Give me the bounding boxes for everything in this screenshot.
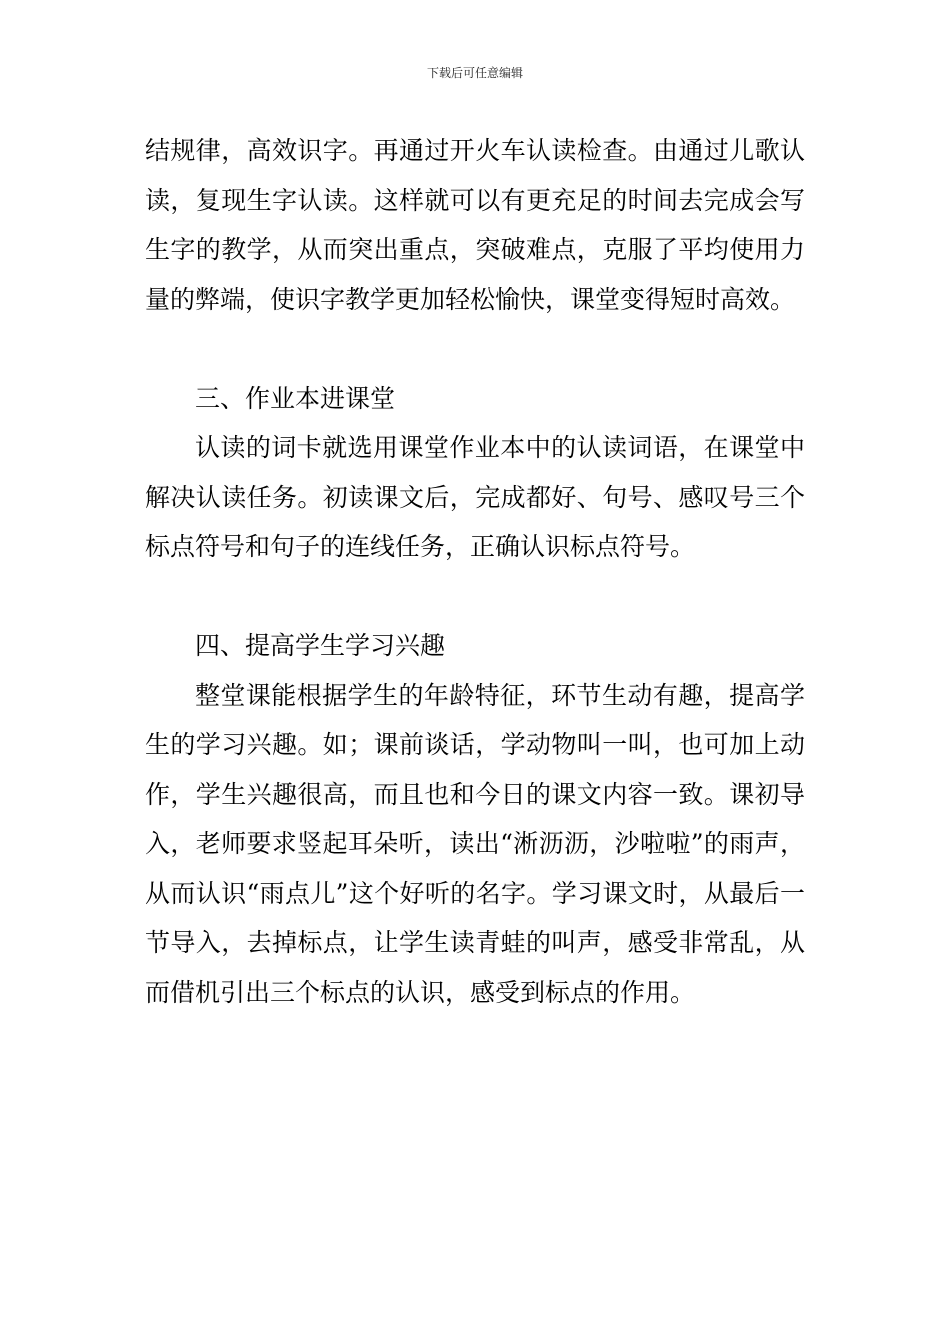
paragraph-interest: 整堂课能根据学生的年龄特征，环节生动有趣，提高学生的学习兴趣。如；课前谈话，学动物叫一叫，也可加上动作，学生兴趣很高，而且也和今日的课文内容一致。课初导入，老师要求竖起耳朵听，读出“淅沥沥，沙啦啦”的雨声，从而认识“雨点儿”这个好听的名字。学习课文时，从最后一节导入，去掉标点，让学生读青蛙的叫声，感受非常乱，从而借机引出三个标点的认识，感受到标点的作用。 bbox=[145, 680, 805, 1007]
section-heading-interest: 四、提高学生学习兴趣 bbox=[195, 631, 446, 660]
header-note: 下载后可任意编辑 bbox=[426, 66, 523, 80]
paragraph-continuation: 结规律，高效识字。再通过开火车认读检查。由通过儿歌认读，复现生字认读。这样就可以有更充足的时间去完成会写生字的教学，从而突出重点，突破难点，克服了平均使用力量的弊端，使识字教学更加轻松愉快，课堂变得短时高效。 bbox=[145, 136, 805, 314]
section-heading-homework: 三、作业本进课堂 bbox=[195, 383, 396, 413]
document-body bbox=[145, 126, 805, 1017]
paragraph-gap bbox=[145, 324, 805, 374]
paragraph-gap bbox=[145, 572, 805, 622]
paragraph-homework: 认读的词卡就选用课堂作业本中的认读词语，在课堂中解决认读任务。初读课文后，完成都好、句号、感叹号三个标点符号和句子的连线任务，正确认识标点符号。 bbox=[145, 433, 805, 561]
